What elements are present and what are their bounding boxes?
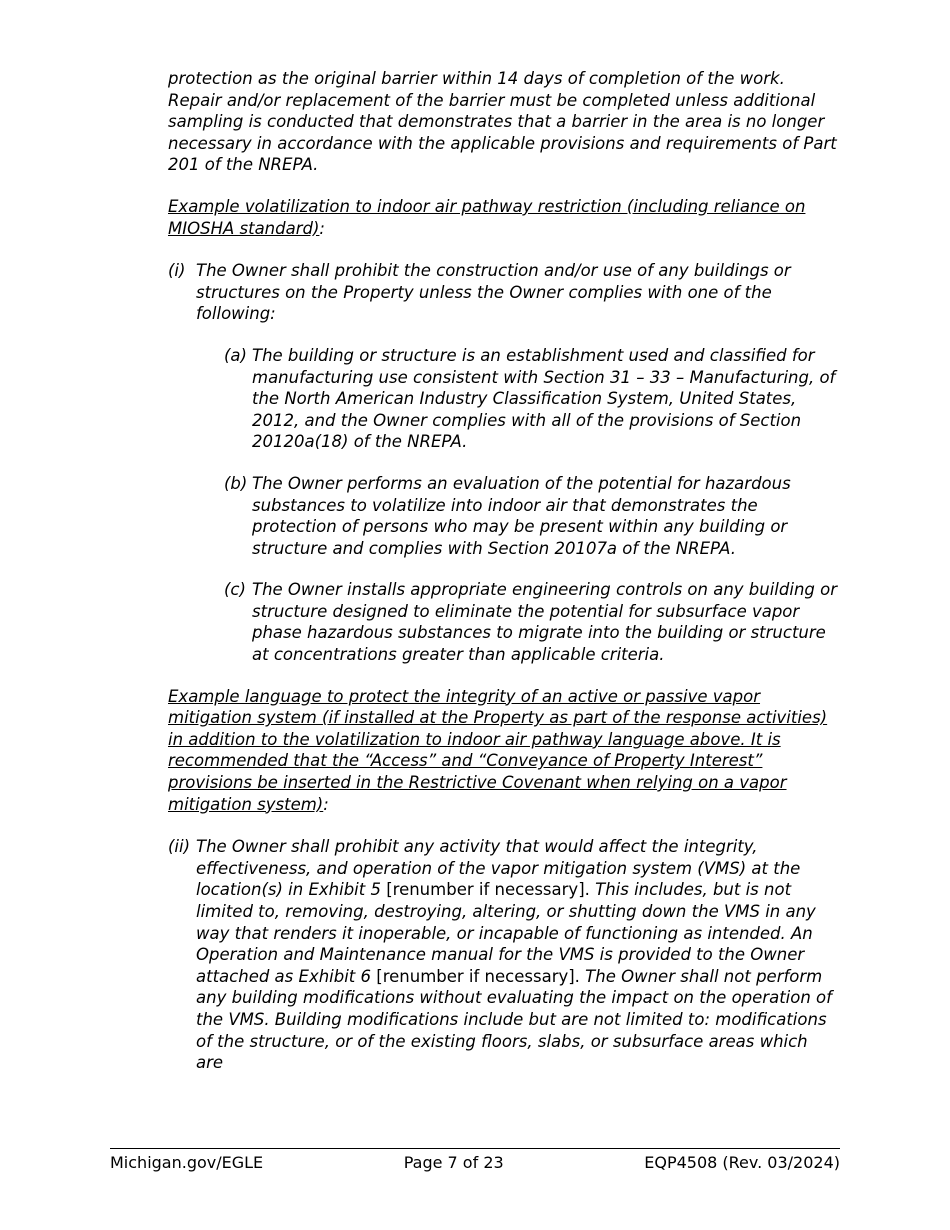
intro-paragraph: protection as the original barrier within 14 days of completion of the work. Repair and/or replacement of the barrier must be completed unless additional sampling is conducted that demonstrates that a barrier in the area is no longer necessary in accordance with the applicable provisions and requirements of Part 201 of the NREPA. <box>168 69 837 175</box>
list-label: (a) <box>224 345 247 365</box>
list-text <box>196 836 838 1074</box>
section-heading-vapor-mitigation <box>168 686 838 816</box>
footer-website: Michigan.gov/EGLE <box>110 1153 264 1172</box>
list-text: The building or structure is an establishment used and classified for manufacturing use consistent with Section 31 – 33 – Manufacturing, of the North American Industry Classification System, United States, 2012, and the Owner complies with all of the provisions of Section 20120a(18) of the NREPA. <box>252 345 836 452</box>
list-label: (b) <box>224 473 248 493</box>
renumber-note: [renumber if necessary]. <box>376 966 580 986</box>
list-item-ii <box>168 836 838 1074</box>
section-heading-volatilization <box>168 196 838 239</box>
list-label: (i) <box>168 261 186 281</box>
renumber-note: [renumber if necessary]. <box>386 880 590 900</box>
footer-form-number: EQP4508 (Rev. 03/2024) <box>644 1153 840 1172</box>
list-text: The Owner shall prohibit the construction and/or use of any buildings or structures on the Property unless the Owner complies with one of the following: <box>196 261 791 324</box>
text-part: The Owner shall not perform any building modifications without evaluating the impact on the operation of the VMS. Building modifications include but are not limited to: modifications of the structure, or of the existing floors, slabs, or subsurface areas which are <box>196 966 832 1073</box>
list-text: The Owner performs an evaluation of the potential for hazardous substances to volatilize into indoor air that demonstrates the protection of persons who may be present within any building or structure and complies with Section 20107a of the NREPA. <box>252 473 791 558</box>
page-footer <box>110 1148 840 1173</box>
list-item-b <box>224 473 838 559</box>
heading-colon: : <box>323 794 329 814</box>
heading-text: Example volatilization to indoor air pathway restriction (including reliance on MIOSHA standard) <box>168 196 806 238</box>
text-part: This includes, but is not limited to, removing, destroying, altering, or shutting down the VMS in any way that renders it inoperable, or incapable of functioning as intended. An Operation and Maintenance manual for the VMS is provided to the Owner attached as Exhibit 6 <box>196 880 816 986</box>
list-item-a <box>224 345 838 453</box>
footer-page-number: Page 7 of 23 <box>403 1153 504 1172</box>
text-part: The Owner shall prohibit any activity that would affect the integrity, effectiveness, and operation of the vapor mitigation system (VMS) at the location(s) in Exhibit 5 <box>196 837 801 900</box>
list-text: The Owner installs appropriate engineering controls on any building or structure designed to eliminate the potential for subsurface vapor phase hazardous substances to migrate into the building or structure at concentrations greater than applicable criteria. <box>252 580 837 665</box>
list-label: (ii) <box>168 837 191 857</box>
list-label: (c) <box>224 580 246 600</box>
list-item-c <box>224 579 838 665</box>
document-body <box>168 68 838 1094</box>
heading-text: Example language to protect the integrity of an active or passive vapor mitigation system (if installed at the Property as part of the response activities) in addition to the volatilization to indoor air pathway language above. It is recommended that the “Access” and “Conveyance of Property Interest” provisions be inserted in the Restrictive Covenant when relying on a vapor mitigation system) <box>168 686 828 814</box>
heading-colon: : <box>319 218 325 238</box>
list-item-i <box>168 260 838 325</box>
